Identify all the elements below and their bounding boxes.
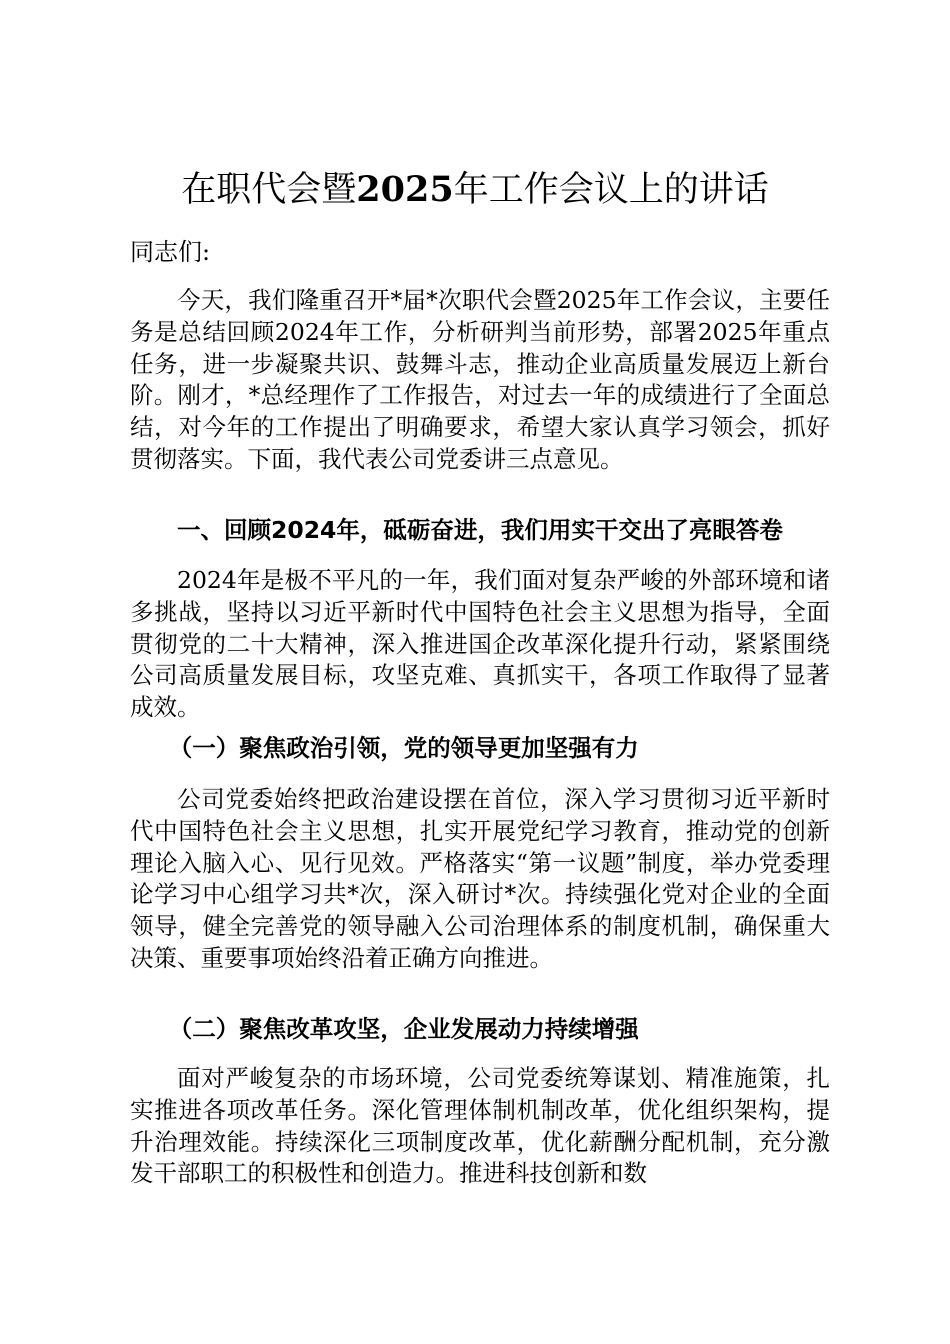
paragraph-review: 2024年是极不平凡的一年，我们面对复杂严峻的外部环境和诸多挑战，坚持以习近平新时代中国特色社会主义思想为指导，全面贯彻党的二十大精神，深入推进国企改革深化提升行动，紧紧围绕公司高质量发展目标，攻坚克难、真抓实干，各项工作取得了显著成效。 <box>130 566 830 722</box>
title-prefix: 在职代会暨 <box>181 170 357 210</box>
title-year: 2025 <box>356 169 454 210</box>
title-suffix: 年工作会议上的讲话 <box>453 170 769 210</box>
paragraph-political: 公司党委始终把政治建设摆在首位，深入学习贯彻习近平新时代中国特色社会主义思想，扎实开展党纪学习教育，推动党的创新理论入脑入心、见行见效。严格落实“第一议题”制度，举办党委理论学习中心组学习共*次，深入研讨*次。持续强化党对企业的全面领导，健全完善党的领导融入公司治理体系的制度机制，确保重大决策、重要事项始终沿着正确方向推进。 <box>130 785 830 972</box>
subsection-heading-1: （一）聚焦政治引领，党的领导更加坚强有力 <box>168 734 639 762</box>
paragraph-intro: 今天，我们隆重召开*届*次职代会暨2025年工作会议，主要任务是总结回顾2024年工作，分析研判当前形势，部署2025年重点任务，进一步凝聚共识、鼓舞斗志，推动企业高质量发展迈上新台阶。刚才，*总经理作了工作报告，对过去一年的成绩进行了全面总结，对今年的工作提出了明确要求，希望大家认真学习领会，抓好贯彻落实。下面，我代表公司党委讲三点意见。 <box>130 286 830 473</box>
section-heading-1: 一、回顾2024年，砥砺奋进，我们用实干交出了亮眼答卷 <box>177 516 783 544</box>
paragraph-reform: 面对严峻复杂的市场环境，公司党委统筹谋划、精准施策，扎实推进各项改革任务。深化管理体制机制改革，优化组织架构，提升治理效能。持续深化三项制度改革，优化薪酬分配机制，充分激发干部职工的积极性和创造力。推进科技创新和数 <box>130 1064 830 1188</box>
document-title <box>0 168 950 212</box>
subsection-heading-2: （二）聚焦改革攻坚，企业发展动力持续增强 <box>168 1015 639 1043</box>
salutation: 同志们: <box>130 238 211 266</box>
